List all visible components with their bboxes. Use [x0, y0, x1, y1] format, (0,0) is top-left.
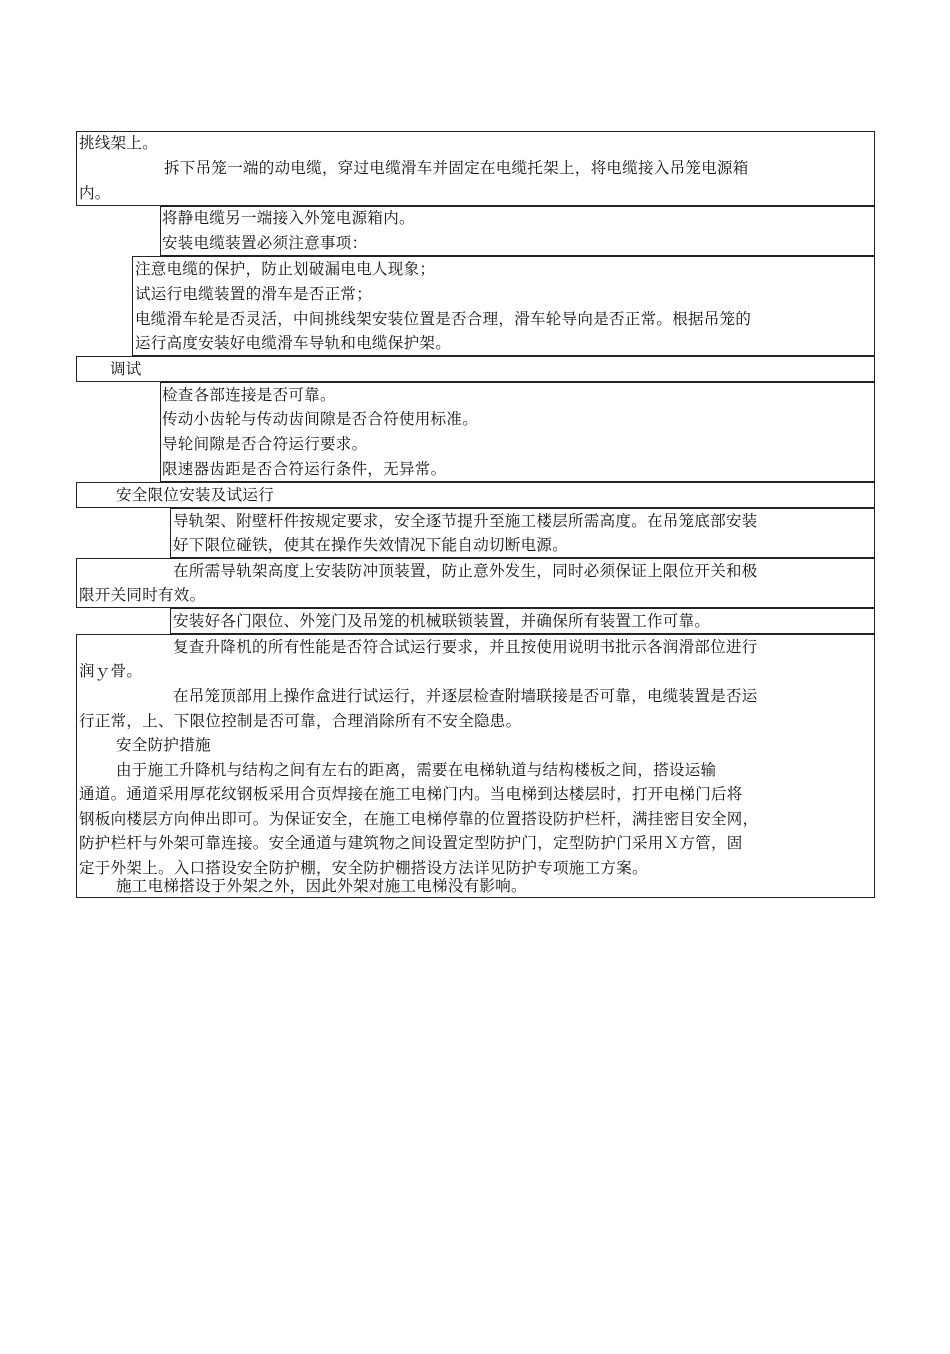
section-heading: 调试 [110, 360, 142, 378]
text-line: 在所需导轨架高度上安装防冲顶装置，防止意外发生，同时必须保证上限位开关和极 [173, 562, 758, 580]
text-line: 注意电缆的保护，防止划破漏电电人现象； [135, 260, 436, 278]
text-line: 导轮间隙是否合符运行要求。 [162, 435, 368, 453]
text-line: 通道。通道采用厚花纹钢板采用合页焊接在施工电梯门内。当电梯到达楼层时，打开电梯门后将 [79, 785, 743, 803]
section-heading: 安全限位安装及试运行 [116, 486, 275, 504]
text-line: 在吊笼顶部用上操作盒进行试运行，并逐层检查附墙联接是否可靠，电缆装置是否运 [173, 687, 758, 705]
text-line: 拆下吊笼一端的动电缆，穿过电缆滑车并固定在电缆托架上，将电缆接入吊笼电源箱 [164, 159, 749, 177]
text-line: 钢板向楼层方向伸出即可。为保证安全，在施工电梯停靠的位置搭设防护栏杆，满挂密目安全网， [79, 810, 759, 828]
text-line: 行正常，上、下限位控制是否可靠，合理消除所有不安全隐患。 [79, 712, 522, 730]
debug-heading-box [76, 356, 875, 382]
text-line: 电缆滑车轮是否灵活，中间挑线架安装位置是否合理，滑车轮导向是否正常。根据吊笼的 [135, 310, 752, 328]
text-line: 运行高度安装好电缆滑车导轨和电缆保护架。 [135, 334, 452, 352]
text-line: 复查升降机的所有性能是否符合试运行要求，并且按使用说明书批示各润滑部位进行 [173, 638, 758, 656]
text-line: 限开关同时有效。 [79, 586, 206, 604]
text-line: 导轨架、附壁杆件按规定要求，安全逐节提升至施工楼层所需高度。在吊笼底部安装 [173, 512, 758, 530]
text-line: 限速器齿距是否合符运行条件，无异常。 [162, 460, 447, 478]
text-line: 安装好各门限位、外笼门及吊笼的机械联锁装置，并确保所有装置工作可靠。 [173, 612, 711, 630]
text-line: 定于外架上。入口搭设安全防护棚，安全防护棚搭设方法详见防护专项施工方案。 [79, 859, 648, 877]
text-line: 试运行电缆装置的滑车是否正常； [135, 285, 373, 303]
text-line: 内。 [79, 184, 111, 202]
section-heading: 安全防护措施 [116, 736, 211, 754]
text-line: 好下限位碰铁，使其在操作失效情况下能自动切断电源。 [173, 536, 569, 554]
text-line: 施工电梯搭设于外架之外，因此外架对施工电梯没有影响。 [116, 877, 527, 895]
text-line: 防护栏杆与外架可靠连接。安全通道与建筑物之间设置定型防护门，定型防护门采用Ｘ方管，固 [79, 834, 743, 852]
text-line: 由于施工升降机与结构之间有左右的距离，需要在电梯轨道与结构楼板之间，搭设运输 [116, 761, 717, 779]
text-line: 传动小齿轮与传动齿间隙是否合符使用标准。 [162, 410, 479, 428]
text-line: 将静电缆另一端接入外笼电源箱内。 [162, 209, 415, 227]
text-line: 挑线架上。 [79, 134, 159, 152]
text-line: 安装电缆装置必须注意事项： [162, 234, 368, 252]
text-line: 润ｙ骨。 [79, 662, 143, 680]
text-line: 检查各部连接是否可靠。 [162, 386, 336, 404]
